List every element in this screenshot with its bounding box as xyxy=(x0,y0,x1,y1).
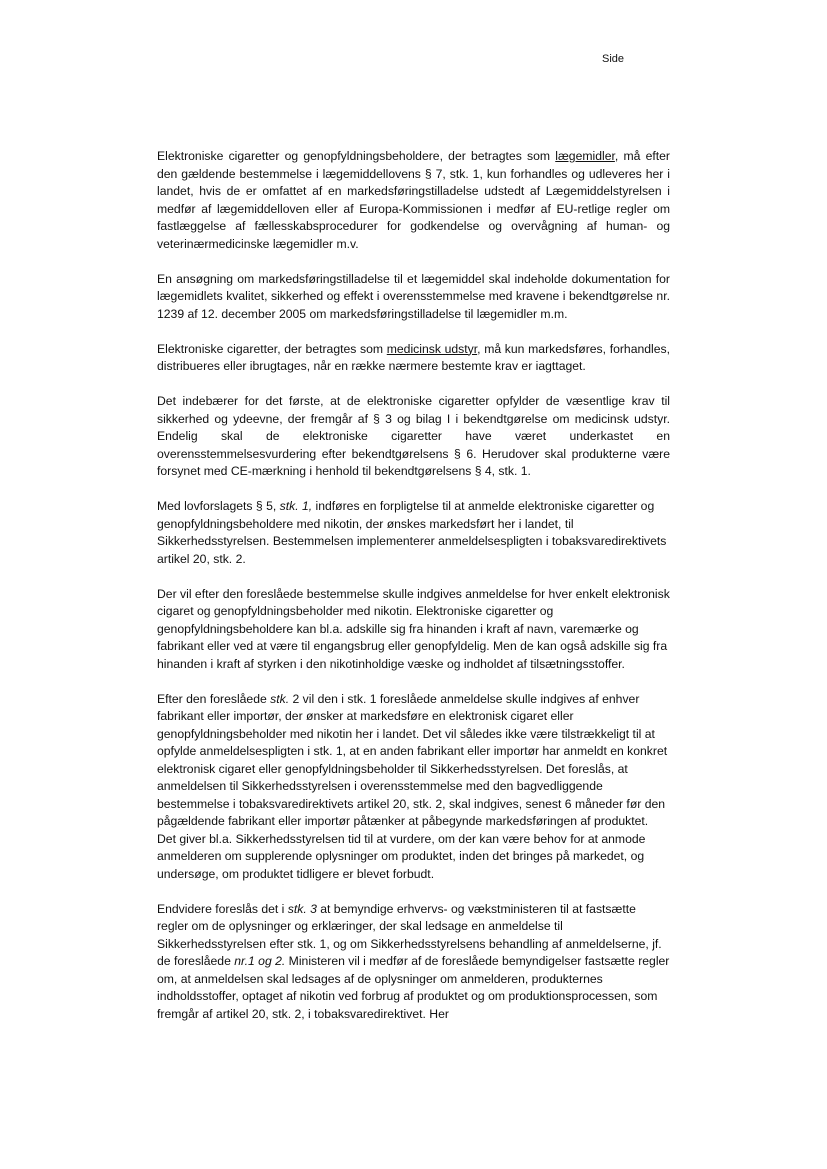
document-body xyxy=(157,148,670,1041)
paragraph-8 xyxy=(157,901,670,1024)
text-run: , må kun markedsføres, forhandles, distribueres eller ibrugtages, når en række nærmere bestemte krav er iagttaget. xyxy=(157,341,670,373)
paragraph-3 xyxy=(157,341,670,376)
italic-reference: nr.1 og 2. xyxy=(234,954,286,968)
paragraph-2 xyxy=(157,271,670,324)
text-run: Elektroniske cigaretter og genopfyldningsbeholdere, der betragtes som xyxy=(157,149,556,163)
paragraph-7 xyxy=(157,691,670,884)
paragraph-6 xyxy=(157,586,670,674)
paragraph-4 xyxy=(157,393,670,481)
text-run: , må efter den gældende bestemmelse i lægemiddellovens § 7, stk. 1, kun forhandles og udleveres her i landet, hvis de er omfattet af en markedsføringstilladelse udstedt af Lægemiddelstyrelsen i medfør af lægemiddelloven eller af Europa-Kommissionen i medfør af EU-retlige regler om fastlæggelse af fællesskabsprocedurer for godkendelse og overvågning af human- og veterinærmedicinske lægemidler m.v. xyxy=(157,149,670,251)
paragraph-5 xyxy=(157,498,670,568)
underlined-term: lægemidler xyxy=(555,149,615,163)
text-run: Der vil efter den foreslåede bestemmelse skulle indgives anmeldelse for hver enkelt elektronisk cigaret og genopfyldningsbeholder med nikotin. Elektroniske cigaretter og genopfyldningsbeholdere kan bl.a. adskille sig fra hinanden i kraft af navn, varemærke og fabrikant eller ved at være til engangsbrug eller genopfyldelig. Men de kan også adskille sig fra hinanden i kraft af styrken i den nikotinholdige væske og indholdet af tilsætningsstoffer. xyxy=(157,586,670,671)
page-label: Side xyxy=(602,53,625,65)
italic-reference: stk. xyxy=(270,691,290,706)
text-run: Ministeren vil i medfør af de foreslåede bemyndigelser fastsætte regler om, at anmeldelsen skal ledsages af de oplysninger om anmelderen, produkternes indholdsstoffer, optaget af nikotin ved forbrug af produktet og om produktionsprocessen, som fremgår af artikel 20, stk. 2, i tobaksvaredirektivet. Her xyxy=(157,954,670,1021)
italic-reference: stk. 1, xyxy=(279,499,313,513)
text-run: indføres en forpligtelse til at anmelde elektroniske cigaretter og genopfyldningsbeholdere med nikotin, der ønskes markedsført her i landet, til Sikkerhedsstyrelsen. Bestemmelsen implementerer anmeldelsespligten i tobaksvaredirektivets artikel 20, stk. 2. xyxy=(157,499,667,566)
text-run: at bemyndige erhvervs- og vækstministeren til at fastsætte regler om de oplysninger og erklæringer, der skal ledsage en anmeldelse til Sikkerhedsstyrelsen efter stk. 1, og om Sikkerhedsstyrelsens behandling af anmeldelserne, jf. de foreslåede xyxy=(157,901,662,968)
text-run: Det indebærer for det første, at de elektroniske cigaretter opfylder de væsentlige krav til sikkerhed og ydeevne, der fremgår af § 3 og bilag I i bekendtgørelse om medicinsk udstyr. Endelig skal de elektroniske cigaretter have været underkastet en overensstemmelsesvurdering efter bekendtgørelsens § 6. Herudover skal produkterne være forsynet med CE-mærkning i henhold til bekendtgørelsens § 4, stk. 1. xyxy=(157,394,670,478)
italic-reference: stk. 3 xyxy=(287,901,317,916)
underlined-term: medicinsk udstyr xyxy=(386,341,478,356)
text-run: Endvidere foreslås det i xyxy=(157,901,288,916)
text-run: En ansøgning om markedsføringstilladelse til et lægemiddel skal indeholde dokumentation for lægemidlets kvalitet, sikkerhed og effekt i overensstemmelse med kravene i bekendtgørelse nr. 1239 af 12. december 2005 om markedsføringstilladelse til lægemidler m.m. xyxy=(157,271,670,321)
paragraph-1 xyxy=(157,148,670,253)
text-run: Med lovforslagets § 5, xyxy=(157,499,280,513)
text-run: Efter den foreslåede xyxy=(157,691,271,706)
text-run: 2 vil den i stk. 1 foreslåede anmeldelse skulle indgives af enhver fabrikant eller importør, der ønsker at markedsføre en elektronisk cigaret eller genopfyldningsbeholder med nikotin her i landet. Det vil således ikke være tilstrækkeligt til at opfylde anmeldelsespligten i stk. 1, at en anden fabrikant eller importør har anmeldt en konkret elektronisk cigaret eller genopfyldningsbeholder til Sikkerhedsstyrelsen. Det foreslås, at anmeldelsen til Sikkerhedsstyrelsen i overensstemmelse med den bagvedliggende bestemmelse i tobaksvaredirektivets artikel 20, stk. 2, skal indgives, senest 6 måneder før den pågældende fabrikant eller importør påtænker at påbegynde markedsføringen af produktet. Det giver bl.a. Sikkerhedsstyrelsen tid til at vurdere, om der kan være behov for at anmode anmelderen om supplerende oplysninger om produktet, inden det bringes på markedet, og undersøge, om produktet tidligere er blevet forbudt. xyxy=(157,691,668,881)
text-run: Elektroniske cigaretter, der betragtes som xyxy=(157,341,387,356)
